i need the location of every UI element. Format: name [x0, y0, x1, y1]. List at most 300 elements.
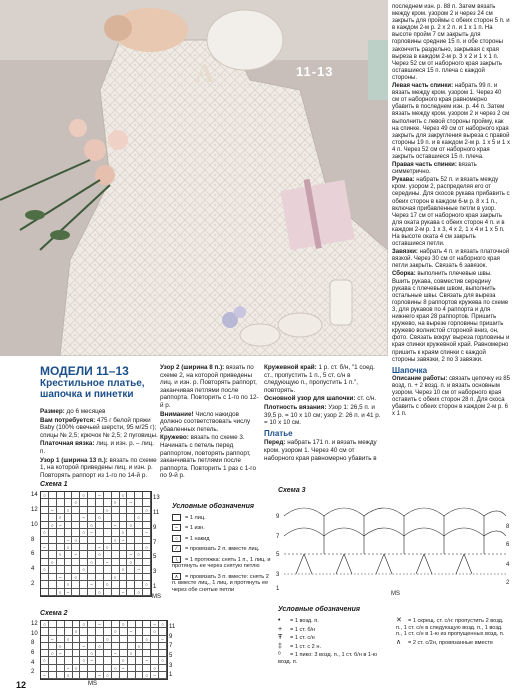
warning-text: Число накидов должно соответствовать числу убавленных петель.	[160, 410, 251, 433]
grid-cell	[104, 514, 112, 521]
grid-cell	[73, 621, 81, 628]
lace-text: вязать по схеме 3. Начинать с петель перед раппортом, повторять раппорт, заканчивать петлями после раппорта. Повторить 1 раз с 1-го по 9-й р.	[160, 434, 256, 480]
grid-row-number: 11	[153, 509, 160, 516]
grid-cell	[96, 650, 104, 657]
grid-cell	[49, 621, 57, 628]
grid-cell: –	[127, 551, 135, 558]
grid-cell: ○	[143, 507, 151, 514]
model-heading: МОДЕЛИ 11–13	[40, 364, 129, 378]
grid-cell	[65, 514, 73, 521]
grid-cell	[120, 650, 128, 657]
grid-cell	[143, 499, 151, 506]
grid-cell	[88, 544, 96, 551]
scheme3-row-4: 4	[506, 562, 510, 568]
grid-cell	[143, 621, 151, 628]
grid-cell	[57, 507, 65, 514]
grid-cell	[57, 529, 65, 536]
grid-cell	[112, 643, 120, 650]
grid-cell: ○	[120, 566, 128, 573]
pattern1-text: вязать по схеме 1, на которой приведены лиц. и изн. р. Повторять раппорт из 1-го по 14-й р.	[40, 456, 157, 479]
grid-cell	[49, 544, 57, 551]
grid-cell: ○	[96, 643, 104, 650]
crochet-symbol-icon: +	[278, 625, 283, 633]
grid-cell	[41, 507, 49, 514]
grid-cell	[104, 628, 112, 635]
grid-cell: –	[96, 621, 104, 628]
grid-cell	[112, 581, 120, 588]
stitch-symbol-icon: –	[172, 524, 181, 531]
grid-cell	[72, 522, 80, 529]
legend1-title: Условные обозначения	[172, 503, 255, 510]
grid-row-number: 12	[31, 621, 38, 627]
grid-row-number: 1	[153, 584, 157, 591]
grid-cell	[65, 621, 73, 628]
grid-cell	[127, 589, 135, 596]
grid-cell	[96, 499, 104, 506]
grid-cell	[57, 657, 65, 664]
grid-row-number: 12	[31, 506, 38, 513]
column-3	[264, 364, 382, 463]
grid-cell	[88, 492, 96, 499]
grid-cell	[120, 643, 128, 650]
scheme1-ms: MS	[152, 594, 161, 600]
grid-cell	[112, 492, 120, 499]
grid-cell	[49, 665, 57, 672]
grid-cell: ○	[49, 559, 57, 566]
grid-cell	[104, 522, 112, 529]
materials-label: Вам потребуется:	[40, 416, 96, 424]
grid-cell	[88, 566, 96, 573]
grid-cell	[49, 657, 57, 664]
grid-cell	[136, 636, 144, 643]
grid-cell: –	[41, 544, 49, 551]
grid-cell	[143, 514, 151, 521]
grid-cell: ○	[72, 499, 80, 506]
grid-cell: ○	[135, 589, 143, 596]
grid-cell	[65, 566, 73, 573]
grid-cell: ○	[104, 636, 112, 643]
grid-cell	[88, 621, 96, 628]
grid-cell	[104, 643, 112, 650]
stitch-symbol-icon: ∧	[172, 573, 181, 580]
grid-cell: ○	[96, 514, 104, 521]
grid-cell: ○	[159, 657, 167, 664]
grid-cell	[96, 566, 104, 573]
grid-cell	[128, 665, 136, 672]
grid-cell: ○	[41, 492, 49, 499]
grid-cell	[88, 574, 96, 581]
grid-cell	[41, 643, 49, 650]
legend-item	[278, 618, 390, 625]
grid-cell	[104, 529, 112, 536]
grid-cell: ○	[143, 636, 151, 643]
grid-cell	[104, 492, 112, 499]
grid-cell	[104, 551, 112, 558]
grid-row-number: 8	[31, 536, 35, 543]
grid-cell	[57, 492, 65, 499]
crochet-symbol-icon: ∧	[396, 638, 402, 646]
grid-cell: –	[41, 672, 49, 679]
grid-cell: ○	[49, 650, 57, 657]
grid-cell: –	[143, 657, 151, 664]
grid-cell: –	[96, 492, 104, 499]
grid-cell	[143, 628, 151, 635]
grid-cell	[159, 672, 167, 679]
legend-item	[278, 644, 390, 651]
grid-cell: ○	[120, 621, 128, 628]
legend-text: = 1 изн.	[185, 525, 205, 532]
grid-cell	[96, 665, 104, 672]
grid-cell	[151, 636, 159, 643]
grid-cell	[120, 551, 128, 558]
grid-row-number: 7	[169, 643, 173, 650]
grid-cell	[104, 566, 112, 573]
edge-label: Кружевной край:	[264, 364, 317, 371]
grid-cell	[143, 665, 151, 672]
grid-cell	[96, 628, 104, 635]
grid-row-number: 4	[31, 566, 35, 573]
legend-item	[172, 556, 272, 570]
density-text: Узор 1: 26,5 п. и 39,5 р. = 10 х 10 см; узор 2: 26 п. и 41 р. = 10 х 10 см.	[264, 403, 381, 427]
grid-cell	[135, 559, 143, 566]
grid-cell	[128, 657, 136, 664]
grid-row-number: 3	[169, 662, 173, 669]
grid-cell: ○	[57, 643, 65, 650]
grid-cell	[104, 589, 112, 596]
grid-cell: –	[159, 636, 167, 643]
grid-cell: ○	[49, 522, 57, 529]
grid-cell	[49, 566, 57, 573]
grid-cell	[57, 566, 65, 573]
grid-row-number: 2	[31, 669, 35, 676]
grid-cell: ○	[96, 589, 104, 596]
grid-cell	[73, 643, 81, 650]
grid-cell: –	[112, 650, 120, 657]
grid-cell: ○	[143, 544, 151, 551]
grid-cell	[151, 657, 159, 664]
grid-cell: ○	[143, 581, 151, 588]
grid-cell	[57, 636, 65, 643]
grid-row-number: 9	[153, 524, 157, 531]
back-left-text: набрать 99 п. и вязать между кром. узором 1. Через 40 см от наборного края равномерно убавить в последнем изн. р. 44 п. Затем вязать между кром. узором 2 и через 2 см выполнить с левой стороны пройму, как на спинке. Через 49 см от наборного края закрыть для закругления выреза с правой стороны 19 п. и в каждом 2-м р. 1 х 5 и 1 х 4 п. Через 52 см от наборного края закрыть оставшиеся 15 п. плеча.	[392, 83, 511, 160]
pattern1-label: Узор 1 (ширина 13 п.):	[40, 456, 108, 464]
scheme2-ms: MS	[88, 681, 97, 687]
grid-cell: –	[65, 589, 73, 596]
grid-cell	[143, 551, 151, 558]
legend-text: = 1 ст. с/н	[290, 635, 315, 641]
grid-cell: ○	[80, 529, 88, 536]
grid-cell: ○	[151, 628, 159, 635]
grid-cell	[65, 650, 73, 657]
grid-cell	[120, 636, 128, 643]
legend-item	[278, 627, 390, 634]
grid-cell	[127, 514, 135, 521]
grid-row-number: 5	[169, 653, 173, 659]
grid-cell: –	[96, 544, 104, 551]
grid-row-number: 4	[31, 659, 35, 666]
grid-cell	[65, 551, 73, 558]
grid-cell: ○	[120, 657, 128, 664]
legend-text: = провязать 3 п. вместе: снять 2 п. вместе лиц., 1 лиц. и протянуть ее через обе снятые петли	[172, 573, 269, 593]
grid-cell	[72, 581, 80, 588]
grid-cell	[136, 621, 144, 628]
sleeves-label: Рукава:	[392, 177, 415, 184]
scheme3-row-7: 7	[276, 534, 280, 540]
grid-cell: ○	[73, 665, 81, 672]
grid-row-number: 5	[153, 554, 157, 561]
grid-cell	[49, 589, 57, 596]
grid-cell	[136, 665, 144, 672]
grid-cell: –	[120, 589, 128, 596]
grid-cell	[49, 672, 57, 679]
column-4	[392, 4, 510, 419]
front-continued-text: последнем изн. р. 88 п. Затем вязать между кром. узором 2 и через 24 см закрыть для проймы с обеих сторон 5 п. и в каждом 2-м р. 2 х 2 п. и 1 х 1 п. На высоте пройм 7 см закрыть для горловины средние 15 п. и обе стороны закончить раздельно, закрывая с края выреза в каждом 2-м р. 3 х 2 и 1 х 1 п. Через 52 см от наборного края закрыть оставшиеся 15 п. плеча с каждой стороны.	[392, 4, 510, 81]
grid-cell: ○	[57, 589, 65, 596]
grid-cell	[65, 522, 73, 529]
grid-cell: ○	[112, 499, 120, 506]
grid-cell	[135, 581, 143, 588]
grid-cell	[104, 499, 112, 506]
crochet-symbol-icon: ✕	[396, 617, 402, 624]
grid-cell: ○	[104, 672, 112, 679]
grid-cell: ○	[65, 507, 73, 514]
ties-label: Завязки:	[392, 249, 418, 256]
legend-item	[172, 545, 272, 552]
grid-cell: ○	[120, 492, 128, 499]
grid-cell	[151, 650, 159, 657]
grid-cell	[128, 672, 136, 679]
legend-text: = 1 пико: 3 возд. п., 1 ст. б/н в 1-ю возд. п.	[278, 652, 378, 665]
grid-row-number: 2	[31, 581, 35, 588]
grid-cell: –	[88, 529, 96, 536]
grid-cell	[65, 529, 73, 536]
grid-cell	[88, 665, 96, 672]
grid-cell: ○	[159, 621, 167, 628]
legend-text: = 1 ст. б/н	[290, 626, 316, 633]
grid-cell	[112, 566, 120, 573]
legend-item	[172, 535, 272, 542]
grid-cell	[127, 581, 135, 588]
grid-cell	[135, 507, 143, 514]
grid-cell	[151, 643, 159, 650]
grid-cell	[96, 636, 104, 643]
grid-cell: ○	[104, 544, 112, 551]
grid-cell	[80, 544, 88, 551]
grid-cell: ○	[112, 665, 120, 672]
legend-text: = 1 лиц.	[185, 514, 206, 521]
grid-cell: ○	[136, 643, 144, 650]
grid-cell	[120, 522, 128, 529]
grid-cell	[73, 636, 81, 643]
assembly-text: выполнить плечевые швы. Вшить рукава, совместив середину рукава с плечевым швом, выполнить остальные швы. Связать для выреза горловины 8 раппортов кружева по схеме 3, для рукавов по 4 раппорта и для нижнего края 28 раппортов. Пришить кружево, на вырезе горловины пришить кружево волнистой стороной вниз, он, фото. Связать вокруг выреза горловины и края спинки кружевной край. Равномерно пришить к краям спинки с каждой стороны завязки, 2 по 3 завязки.	[392, 271, 510, 363]
grid-cell	[80, 672, 88, 679]
grid-cell	[96, 581, 104, 588]
grid-cell	[88, 628, 96, 635]
grid-cell: ○	[80, 621, 88, 628]
grid-row-number: 7	[153, 539, 157, 546]
model-title: Крестильное платье, шапочка и пинетки	[40, 378, 145, 400]
crochet-symbol-icon: ᵒ	[278, 651, 281, 658]
ties-text: набрать 4 п. и вязать платочной вязкой. Через 30 см от наборного края петли закрыть. Связать 6 завязок.	[392, 249, 510, 270]
grid-cell	[80, 581, 88, 588]
grid-cell	[80, 507, 88, 514]
legend-item	[278, 652, 390, 665]
legend-item	[172, 514, 272, 521]
grid-cell	[72, 566, 80, 573]
grid-cell	[143, 492, 151, 499]
size-text: до 6 месяцев	[66, 408, 106, 415]
materials-text: 475 г белой пряжи Baby (100% овечьей шерсти, 95 м/25 г); спицы № 2,5; крючок № 2,5; 2 пуговицы.	[40, 416, 158, 439]
legend-text: = 1 накид	[185, 535, 210, 542]
grid-cell	[49, 628, 57, 635]
scheme1-grid	[40, 491, 152, 597]
crochet-symbol-icon: •	[278, 617, 281, 624]
grid-cell	[41, 514, 49, 521]
scheme3-diagram	[276, 496, 512, 596]
scheme3-row-5: 5	[276, 552, 280, 558]
grid-cell: –	[88, 657, 96, 664]
legend-text: = 1 скрещ. ст. с/н: пропустить 2 возд. п., 1 ст. с/н в следующую возд. п., 1 возд. п., 1 ст. с/н в 1-ю из пропущенных возд. п.	[396, 618, 505, 637]
grid-cell: –	[49, 507, 57, 514]
legend-text: = 1 протяжка: снять 1 п., 1 лиц. и протянуть ее через снятую петлю	[172, 556, 271, 570]
grid-cell: ○	[104, 581, 112, 588]
grid-cell	[57, 621, 65, 628]
hat-label: Описание работы:	[392, 375, 448, 382]
grid-cell	[104, 650, 112, 657]
grid-cell: –	[65, 537, 73, 544]
grid-cell: –	[80, 643, 88, 650]
grid-cell	[143, 643, 151, 650]
size-label: Размер:	[40, 408, 65, 415]
grid-cell	[128, 643, 136, 650]
grid-cell	[88, 499, 96, 506]
grid-cell	[143, 566, 151, 573]
crochet-symbol-icon: Ŧ	[278, 634, 283, 641]
stitch-symbol-icon: ∖	[172, 556, 181, 563]
grid-cell	[112, 529, 120, 536]
grid-cell: ○	[120, 529, 128, 536]
grid-cell	[127, 544, 135, 551]
grid-cell	[112, 551, 120, 558]
grid-cell	[80, 665, 88, 672]
scheme3-caption: Схема 3	[278, 487, 306, 494]
grid-cell	[80, 559, 88, 566]
grid-cell	[41, 665, 49, 672]
pattern2-text: вязать по схеме 2, на которой приведены лиц. и изн. р. Повторять раппорт, заканчивая петлями после раппорта. Повторить с 1-го по 12-й р.	[160, 364, 259, 409]
grid-cell: –	[143, 529, 151, 536]
grid-cell	[57, 499, 65, 506]
grid-cell	[96, 529, 104, 536]
grid-cell: –	[80, 514, 88, 521]
grid-cell	[72, 492, 80, 499]
back-right-text: вязать симметрично.	[392, 162, 477, 176]
stitch-symbol-icon: ○	[172, 535, 181, 542]
grid-cell: ○	[88, 559, 96, 566]
legend2-title: Условные обозначения	[278, 606, 361, 613]
grid-cell	[143, 522, 151, 529]
grid-cell	[88, 672, 96, 679]
grid-cell	[120, 574, 128, 581]
scheme3-row-1: 1	[276, 586, 280, 592]
grid-cell	[80, 522, 88, 529]
grid-cell: –	[57, 522, 65, 529]
grid-cell	[104, 657, 112, 664]
grid-cell: ○	[112, 628, 120, 635]
grid-row-number: 3	[153, 569, 157, 576]
grid-cell	[112, 507, 120, 514]
grid-cell: ○	[65, 636, 73, 643]
grid-cell: ○	[65, 672, 73, 679]
grid-cell	[159, 665, 167, 672]
grid-cell: ○	[88, 650, 96, 657]
grid-cell: –	[49, 636, 57, 643]
grid-cell	[104, 665, 112, 672]
front-text: набрать 171 п. и вязать между кром. узором 1. Через 40 см от наборного края равномерно убавить в	[264, 439, 377, 462]
scheme1-caption: Схема 1	[40, 481, 68, 488]
grid-cell	[72, 514, 80, 521]
grid-cell: ○	[128, 650, 136, 657]
grid-row-number: 8	[31, 640, 35, 647]
grid-cell	[135, 492, 143, 499]
grid-cell	[73, 657, 81, 664]
back-right-label: Правая часть спинки:	[392, 162, 457, 169]
grid-cell	[159, 650, 167, 657]
grid-cell	[41, 559, 49, 566]
grid-cell: –	[88, 581, 96, 588]
grid-cell	[104, 574, 112, 581]
grid-cell: –	[151, 672, 159, 679]
grid-cell: ○	[151, 665, 159, 672]
grid-cell	[72, 529, 80, 536]
grid-cell	[49, 514, 57, 521]
grid-cell	[136, 672, 144, 679]
grid-cell	[65, 559, 73, 566]
lace-label: Кружево:	[160, 434, 189, 442]
hat-text: связать цепочку из 85 возд. п. + 2 возд. п. и вязать основным узором. Через 10 см от наборного края оставить с обеих сторон 28 п. Для скоса убавить с обеих сторон в каждом 2-м р. 6 х 1 п.	[392, 375, 510, 418]
grid-cell	[136, 657, 144, 664]
stitch-symbol-icon: ⁄	[172, 545, 181, 552]
page-number: 12	[16, 680, 27, 690]
legend-item	[396, 640, 510, 647]
grid-cell: ○	[127, 522, 135, 529]
grid-row-number: 6	[31, 551, 35, 558]
scheme3-row-9: 9	[276, 514, 280, 520]
grid-cell	[136, 628, 144, 635]
scheme2-caption: Схема 2	[40, 610, 68, 617]
scheme3-row-6: 6	[506, 542, 510, 548]
grid-cell	[159, 643, 167, 650]
grid-cell	[57, 559, 65, 566]
grid-cell	[57, 665, 65, 672]
grid-row-number: 14	[31, 492, 38, 498]
grid-cell: ○	[41, 529, 49, 536]
grid-cell	[49, 551, 57, 558]
grid-cell: –	[96, 672, 104, 679]
grid-cell	[88, 643, 96, 650]
grid-cell: –	[127, 499, 135, 506]
grid-row-number: 1	[169, 672, 173, 679]
grid-cell	[96, 559, 104, 566]
grid-cell: ○	[41, 657, 49, 664]
grid-cell: ○	[72, 574, 80, 581]
grid-cell	[57, 581, 65, 588]
grid-cell	[143, 574, 151, 581]
legend2-list-left	[278, 618, 390, 667]
scheme3-row-2: 2	[506, 580, 510, 586]
grid-cell	[57, 537, 65, 544]
grid-cell: –	[57, 574, 65, 581]
grid-cell	[73, 672, 81, 679]
